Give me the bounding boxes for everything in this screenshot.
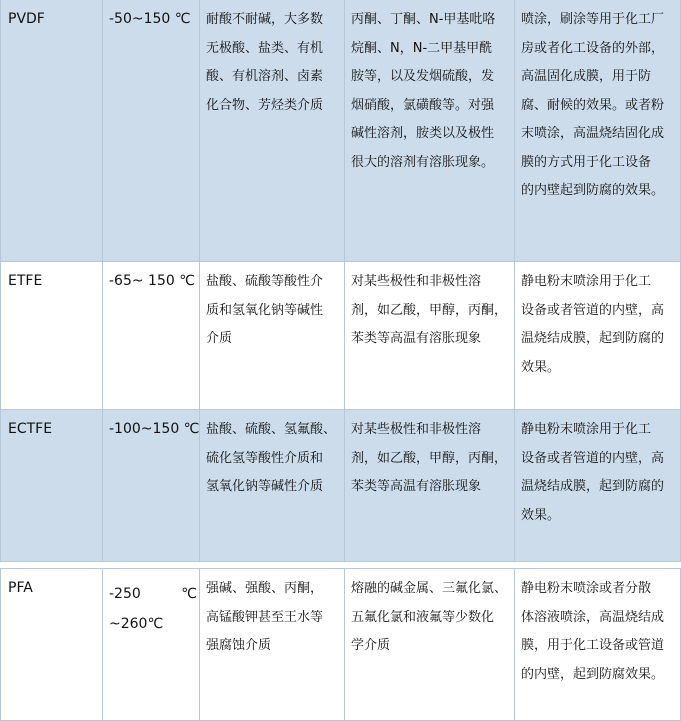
text-line: 对某些极性和非极性溶: [351, 274, 482, 289]
text-line: 苯类等高温有溶胀现象: [351, 479, 482, 494]
text-line: 膜，用于化工设备或管道: [521, 638, 665, 653]
resistance-cell: [200, 410, 345, 562]
text-line: 房或者化工设备的外部，: [521, 40, 665, 56]
text-line: 酸、有机溶剂、卤素: [206, 69, 324, 84]
text-line: 对某些极性和非极性溶: [351, 422, 482, 437]
text-line: 高锰酸钾甚至王水等: [206, 609, 324, 625]
not-resistant-text: [351, 6, 509, 177]
text-line: 耐酸不耐碱，大多数: [206, 12, 324, 27]
text-line: 五氟化氯和液氟等少数化: [351, 609, 495, 625]
text-line: 静电粉末喷涂用于化工: [521, 274, 652, 289]
text-line: 高温固化成膜，用于防: [521, 69, 652, 84]
temperature-range: [109, 579, 197, 639]
text-line: 静电粉末喷涂用于化工: [521, 422, 652, 437]
process-text: [521, 575, 675, 689]
text-line: 温烧结成膜，起到防腐的: [521, 479, 665, 494]
text-line: 设备或者管道的内壁，高: [521, 302, 665, 318]
text-line: 剂，如乙酸，甲醇，丙酮，: [351, 302, 508, 318]
text-line: 温烧结成膜，起到防腐的: [521, 331, 665, 346]
text-line: 胺等，以及发烟硫酸，发: [351, 69, 495, 84]
resistance-text: [206, 268, 339, 354]
text-line: 质和氢氧化钠等碱性: [206, 302, 324, 318]
text-line: 的内壁起到防腐的效果。: [521, 183, 665, 198]
text-line: 盐酸、硫酸等酸性介: [206, 274, 324, 289]
temperature-high: ~260℃: [109, 616, 164, 632]
material-cell: [0, 410, 103, 562]
text-line: 化合物、芳烃类介质: [206, 97, 324, 113]
temperature-cell: [103, 0, 200, 262]
process-cell: [515, 410, 681, 562]
text-line: 强碱、强酸、丙酮，: [206, 581, 324, 596]
resistance-cell: [200, 568, 345, 721]
text-line: 碱性溶剂，胺类以及极性: [351, 126, 495, 141]
resistance-text: [206, 575, 339, 661]
process-text: [521, 6, 675, 206]
temperature-low: -250: [109, 586, 141, 602]
material-cell: [0, 0, 103, 262]
not-resistant-cell: [345, 410, 515, 562]
text-line: 膜的方式用于化工设备: [521, 154, 652, 170]
temperature-range: -100~150 ℃: [109, 421, 200, 437]
text-line: 氢氧化钠等碱性介质: [206, 479, 324, 494]
temperature-cell: [103, 568, 200, 721]
not-resistant-cell: [345, 262, 515, 410]
text-line: 设备或者管道的内壁，高: [521, 450, 665, 466]
text-line: 介质: [206, 331, 233, 346]
text-line: 熔融的碱金属、三氟化氯、: [351, 581, 508, 596]
material-name: ETFE: [8, 273, 43, 289]
not-resistant-cell: [345, 568, 515, 721]
not-resistant-text: [351, 416, 509, 502]
temperature-cell: [103, 410, 200, 562]
material-cell: [0, 568, 103, 721]
temperature-range: -65~ 150 ℃: [109, 273, 195, 289]
temperature-range: -50~150 ℃: [109, 11, 191, 27]
material-name: PFA: [8, 580, 33, 596]
text-line: 无极酸、盐类、有机: [206, 40, 324, 56]
process-cell: [515, 568, 681, 721]
process-cell: [515, 0, 681, 262]
temperature-cell: [103, 262, 200, 410]
table-row: [0, 0, 681, 262]
text-line: 烟硝酸，氯磺酸等。对强: [351, 97, 495, 113]
table-row: [0, 568, 681, 721]
text-line: 体溶液喷涂，高温烧结成: [521, 609, 665, 625]
text-line: 烷酮、N，N-二甲基甲酰: [351, 40, 493, 56]
text-line: 效果。: [521, 507, 561, 523]
not-resistant-cell: [345, 0, 515, 262]
resistance-cell: [200, 262, 345, 410]
text-line: 丙酮、丁酮、N-甲基吡咯: [351, 12, 496, 27]
not-resistant-text: [351, 575, 509, 661]
resistance-text: [206, 416, 339, 502]
text-line: 静电粉末喷涂或者分散: [521, 581, 652, 596]
text-line: 盐酸、硫酸、氢氟酸、: [206, 422, 337, 437]
temperature-unit: ℃: [181, 586, 197, 602]
text-line: 很大的溶剂有溶胀现象。: [351, 154, 495, 170]
table-row: [0, 262, 681, 410]
text-line: 强腐蚀介质: [206, 638, 272, 653]
process-cell: [515, 262, 681, 410]
resistance-text: [206, 6, 339, 120]
not-resistant-text: [351, 268, 509, 354]
text-line: 腐、耐候的效果。或者粉: [521, 97, 665, 113]
resistance-cell: [200, 0, 345, 262]
text-line: 学介质: [351, 638, 391, 653]
text-line: 硫化氢等酸性介质和: [206, 450, 324, 466]
material-name: PVDF: [8, 11, 45, 27]
table-row: [0, 410, 681, 562]
text-line: 剂，如乙酸，甲醇，丙酮，: [351, 450, 508, 466]
process-text: [521, 268, 675, 382]
process-text: [521, 416, 675, 530]
material-name: ECTFE: [8, 421, 53, 437]
text-line: 末喷涂，高温烧结固化成: [521, 126, 665, 141]
text-line: 效果。: [521, 359, 561, 375]
text-line: 喷涂，刷涂等用于化工厂: [521, 12, 665, 27]
text-line: 苯类等高温有溶胀现象: [351, 331, 482, 346]
text-line: 的内壁，起到防腐效果。: [521, 666, 665, 682]
material-cell: [0, 262, 103, 410]
